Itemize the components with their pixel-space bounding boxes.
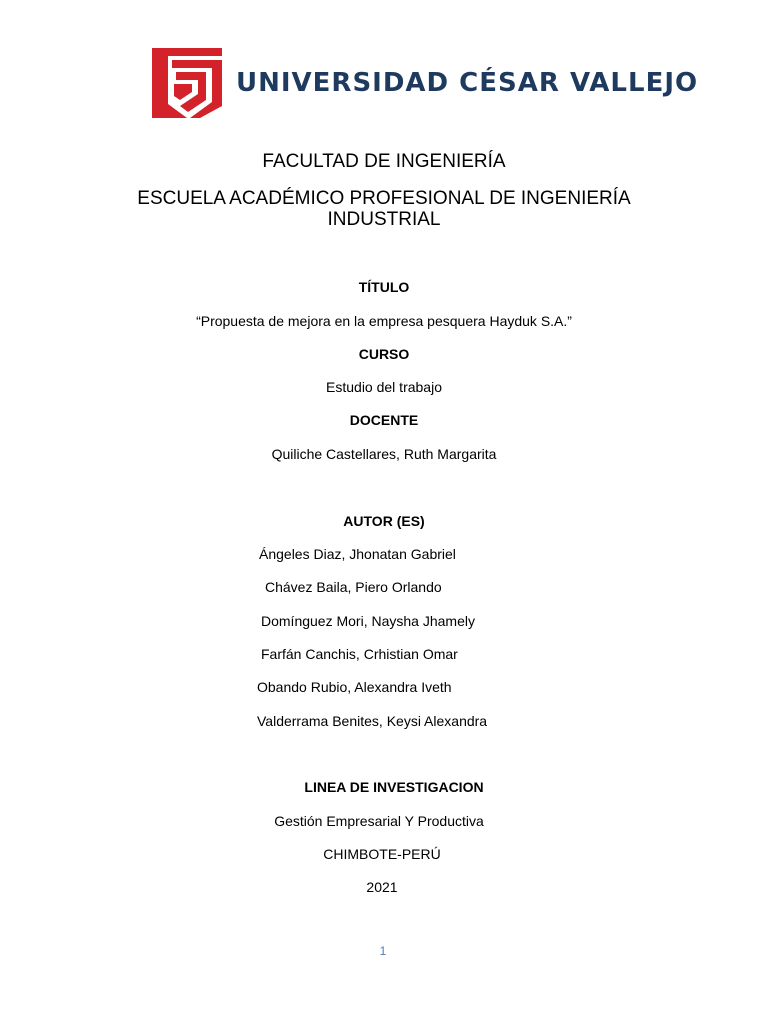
title-value: “Propuesta de mejora en la empresa pesquera Hayduk S.A.” [196, 313, 572, 329]
author-item: Ángeles Diaz, Jhonatan Gabriel [259, 546, 456, 562]
teacher-value: Quiliche Castellares, Ruth Margarita [271, 446, 497, 462]
year: 2021 [366, 879, 398, 895]
research-line-value: Gestión Empresarial Y Productiva [274, 813, 484, 829]
author-item: Chávez Baila, Piero Orlando [265, 579, 442, 595]
school-name-line2: INDUSTRIAL [327, 209, 441, 230]
page-number: 1 [379, 944, 387, 958]
location: CHIMBOTE-PERÚ [323, 846, 441, 862]
course-label: CURSO [358, 346, 410, 362]
teacher-label: DOCENTE [349, 412, 419, 428]
university-logo-icon [152, 48, 222, 118]
faculty-name: FACULTAD DE INGENIERÍA [262, 151, 506, 172]
author-item: Farfán Canchis, Crhistian Omar [261, 646, 458, 662]
course-value: Estudio del trabajo [326, 379, 442, 395]
author-item: Domínguez Mori, Naysha Jhamely [261, 613, 475, 629]
title-label: TÍTULO [358, 279, 410, 295]
authors-label: AUTOR (ES) [343, 513, 425, 529]
research-line-label: LINEA DE INVESTIGACION [304, 779, 484, 795]
university-name: UNIVERSIDAD CÉSAR VALLEJO [236, 68, 699, 98]
author-item: Obando Rubio, Alexandra Iveth [257, 679, 452, 695]
school-name-line1: ESCUELA ACADÉMICO PROFESIONAL DE INGENIERÍA [137, 188, 631, 209]
author-item: Valderrama Benites, Keysi Alexandra [257, 713, 488, 729]
